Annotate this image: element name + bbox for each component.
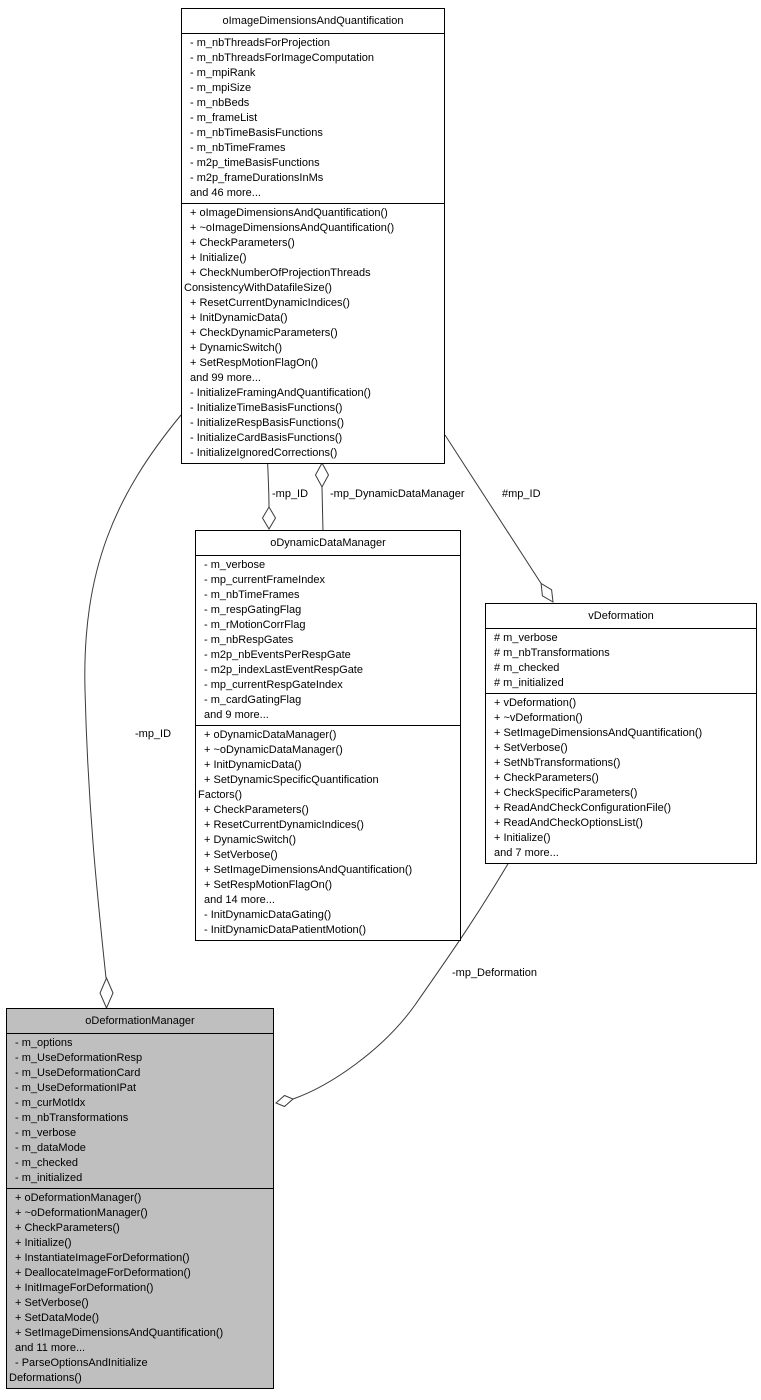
member-row: + ~oImageDimensionsAndQuantification() (190, 222, 395, 234)
member-row: + InstantiateImageForDeformation() (15, 1252, 190, 1264)
member-row: - m_nbThreadsForImageComputation (190, 52, 375, 64)
class-title: oDynamicDataManager (196, 531, 460, 556)
attributes-section (182, 34, 444, 203)
aggregation-diamond-icon (263, 507, 276, 529)
class-vdeformation[interactable] (485, 603, 757, 864)
aggregation-diamond-icon (100, 978, 113, 1008)
member-row: - m_nbTimeFrames (204, 589, 300, 601)
member-row: - mp_currentFrameIndex (204, 574, 326, 586)
aggregation-diamond-icon (316, 463, 329, 487)
member-row: + InitDynamicData() (204, 759, 302, 771)
member-row: + CheckParameters() (190, 237, 295, 249)
member-row: + InitDynamicData() (190, 312, 288, 324)
member-row: - InitDynamicDataGating() (204, 909, 332, 921)
member-row: - m_UseDeformationCard (15, 1067, 141, 1079)
member-row: - m_initialized (15, 1172, 83, 1184)
member-row: - m_checked (15, 1157, 78, 1169)
member-row: - m2p_nbEventsPerRespGate (204, 649, 351, 661)
member-row: # m_nbTransformations (494, 647, 610, 659)
member-row: + ReadAndCheckConfigurationFile() (494, 802, 672, 814)
class-odeformationmanager[interactable] (6, 1008, 274, 1389)
member-row: - m_frameList (190, 112, 258, 124)
member-row: + DeallocateImageForDeformation() (15, 1267, 191, 1279)
member-row: - m_options (15, 1037, 73, 1049)
member-row: and 9 more... (204, 709, 269, 721)
edge-mp-id-deformationmanager (85, 415, 181, 978)
edge-mp-dynamicdatamanager (322, 487, 323, 532)
member-row: - m_curMotIdx (15, 1097, 86, 1109)
class-odynamicdatamanager[interactable] (195, 530, 461, 941)
member-row: ConsistencyWithDatafileSize() (184, 282, 332, 294)
member-row: + SetNbTransformations() (494, 757, 621, 769)
member-row: + DynamicSwitch() (190, 342, 282, 354)
methods-section (486, 693, 756, 863)
member-row: - m_cardGatingFlag (204, 694, 302, 706)
member-row: # m_checked (494, 662, 560, 674)
member-row: + Initialize() (494, 832, 551, 844)
aggregation-diamond-icon (541, 584, 553, 603)
member-row: + CheckSpecificParameters() (494, 787, 638, 799)
member-row: + CheckParameters() (15, 1222, 120, 1234)
member-row: + ReadAndCheckOptionsList() (494, 817, 643, 829)
member-row: - InitializeFramingAndQuantification() (190, 387, 371, 399)
member-row: + CheckParameters() (204, 804, 309, 816)
member-row: + SetDataMode() (15, 1312, 100, 1324)
member-row: - m_UseDeformationIPat (15, 1082, 137, 1094)
class-title: oDeformationManager (7, 1009, 273, 1034)
member-row: - m2p_indexLastEventRespGate (204, 664, 363, 676)
member-row: + SetRespMotionFlagOn() (190, 357, 319, 369)
member-row: and 11 more... (15, 1342, 86, 1354)
attributes-section (196, 556, 460, 725)
member-row: + oImageDimensionsAndQuantification() (190, 207, 388, 219)
member-row: - m_nbThreadsForProjection (190, 37, 331, 49)
class-oimagedimensionsandquantification[interactable] (181, 8, 445, 464)
member-row: - m2p_timeBasisFunctions (190, 157, 320, 169)
member-row: + SetImageDimensionsAndQuantification() (204, 864, 413, 876)
member-row: + vDeformation() (494, 697, 577, 709)
member-row: and 14 more... (204, 894, 275, 906)
member-row: - m_UseDeformationResp (15, 1052, 143, 1064)
member-row: + SetVerbose() (494, 742, 568, 754)
attributes-section (7, 1034, 273, 1188)
member-row: Deformations() (9, 1372, 82, 1384)
member-row: + SetRespMotionFlagOn() (204, 879, 333, 891)
methods-section (7, 1188, 273, 1388)
member-row: + InitImageForDeformation() (15, 1282, 154, 1294)
member-row: and 99 more... (190, 372, 261, 384)
member-row: - m_nbRespGates (204, 634, 294, 646)
member-row: + SetImageDimensionsAndQuantification() (494, 727, 703, 739)
member-row: - m_mpiRank (190, 67, 256, 79)
member-row: + ~vDeformation() (494, 712, 583, 724)
member-row: - InitDynamicDataPatientMotion() (204, 924, 367, 936)
member-row: + SetVerbose() (204, 849, 278, 861)
member-row: - m_nbTransformations (15, 1112, 129, 1124)
member-row: + oDeformationManager() (15, 1192, 142, 1204)
member-row: - m_mpiSize (190, 82, 252, 94)
member-row: # m_initialized (494, 677, 564, 689)
member-row: + SetDynamicSpecificQuantification (204, 774, 379, 786)
attributes-section (486, 629, 756, 693)
member-row: - m_dataMode (15, 1142, 86, 1154)
edge-label-mp-id-deformationmanager: -mp_ID (135, 728, 172, 740)
member-row: + Initialize() (15, 1237, 72, 1249)
member-row: + CheckParameters() (494, 772, 599, 784)
member-row: - m2p_frameDurationsInMs (190, 172, 324, 184)
member-row: - m_verbose (15, 1127, 77, 1139)
member-row: - InitializeCardBasisFunctions() (190, 432, 343, 444)
member-row: - InitializeRespBasisFunctions() (190, 417, 345, 429)
member-row: - m_nbTimeBasisFunctions (190, 127, 323, 139)
member-row: - m_verbose (204, 559, 266, 571)
member-row: - m_nbTimeFrames (190, 142, 286, 154)
edge-label-mp-id-dynamicdatamanager: -mp_ID (272, 488, 309, 500)
member-row: Factors() (198, 789, 242, 801)
member-row: and 46 more... (190, 187, 261, 199)
member-row: + Initialize() (190, 252, 247, 264)
member-row: + DynamicSwitch() (204, 834, 296, 846)
member-row: + SetVerbose() (15, 1297, 89, 1309)
member-row: + ResetCurrentDynamicIndices() (204, 819, 364, 831)
member-row: + ResetCurrentDynamicIndices() (190, 297, 350, 309)
aggregation-diamond-icon (276, 1096, 293, 1107)
member-row: + SetImageDimensionsAndQuantification() (15, 1327, 224, 1339)
class-title: oImageDimensionsAndQuantification (182, 9, 444, 34)
class-title: vDeformation (486, 604, 756, 629)
member-row: - m_rMotionCorrFlag (204, 619, 306, 631)
member-row: - mp_currentRespGateIndex (204, 679, 343, 691)
member-row: + oDynamicDataManager() (204, 729, 337, 741)
member-row: and 7 more... (494, 847, 559, 859)
member-row: + CheckNumberOfProjectionThreads (190, 267, 371, 279)
member-row: - m_respGatingFlag (204, 604, 302, 616)
methods-section (196, 725, 460, 940)
methods-section (182, 203, 444, 463)
member-row: - InitializeIgnoredCorrections() (190, 447, 338, 459)
edge-label-hash-mp-id: #mp_ID (502, 488, 541, 500)
member-row: - ParseOptionsAndInitialize (15, 1357, 148, 1369)
member-row: + CheckDynamicParameters() (190, 327, 338, 339)
edge-label-mp-dynamicdatamanager: -mp_DynamicDataManager (330, 488, 465, 500)
member-row: - InitializeTimeBasisFunctions() (190, 402, 343, 414)
member-row: + ~oDynamicDataManager() (204, 744, 343, 756)
edge-label-mp-deformation: -mp_Deformation (452, 967, 537, 979)
member-row: # m_verbose (494, 632, 558, 644)
member-row: - m_nbBeds (190, 97, 250, 109)
member-row: + ~oDeformationManager() (15, 1207, 148, 1219)
